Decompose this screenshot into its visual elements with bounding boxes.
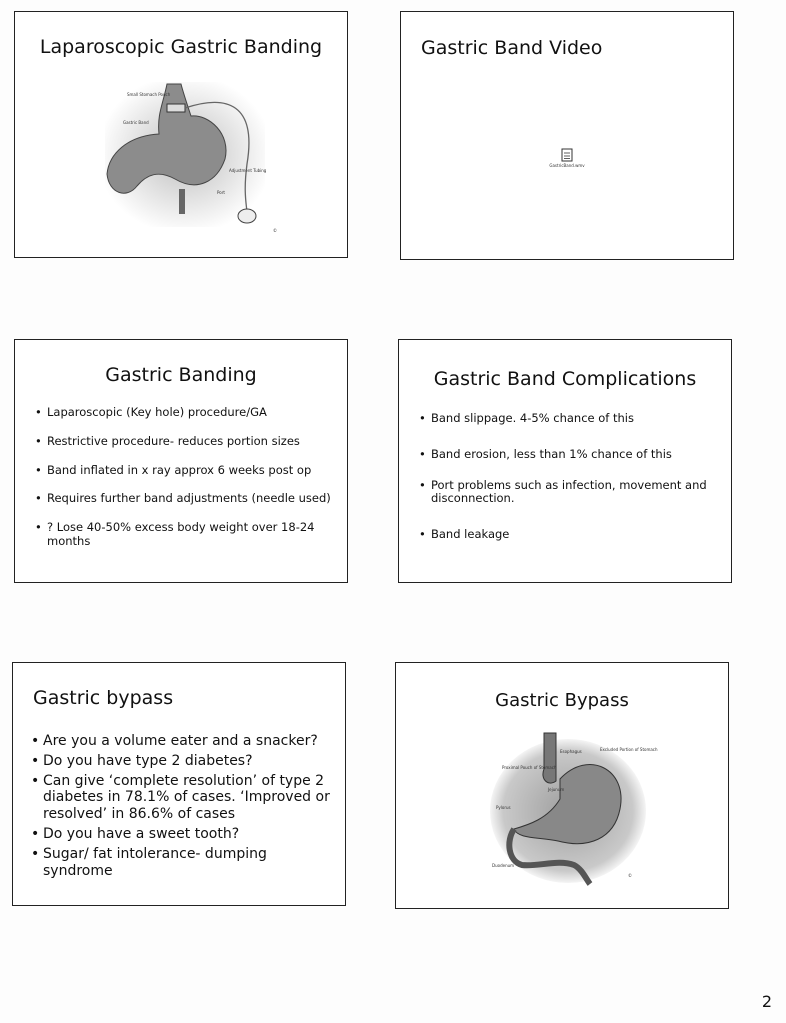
slide-gastric-banding xyxy=(14,339,348,583)
bullet-item: • Band slippage. 4-5% chance of this xyxy=(419,412,725,426)
bullet-item: • Band inflated in x ray approx 6 weeks post op xyxy=(35,464,335,478)
page-number: 2 xyxy=(761,992,772,1011)
gastric-band-illustration xyxy=(97,74,287,239)
label-jejunum: Jejunum xyxy=(548,787,565,792)
label-port: Port xyxy=(217,190,225,195)
bullet-item: • Do you have type 2 diabetes? xyxy=(31,753,331,770)
copyright-mark: © xyxy=(628,873,632,878)
label-pylorus: Pylorus xyxy=(496,805,511,810)
label-small-stomach-pouch: Small Stomach Pouch xyxy=(127,92,171,97)
bullet-item: • Band erosion, less than 1% chance of this xyxy=(419,448,725,462)
bullet-item: • Do you have a sweet tooth? xyxy=(31,826,331,843)
copyright-mark: © xyxy=(273,228,277,233)
label-proximal-pouch: Proximal Pouch of Stomach xyxy=(502,765,557,770)
slide-gastric-band-complications xyxy=(398,339,732,583)
label-excluded-portion: Excluded Portion of Stomach xyxy=(600,747,658,752)
bullet-list xyxy=(35,406,335,564)
bullet-item: • Band leakage xyxy=(419,528,725,542)
slide-gastric-bypass-diagram xyxy=(395,662,729,909)
bullet-item: • ? Lose 40-50% excess body weight over 18-24 months xyxy=(35,521,335,549)
bullet-item: • Restrictive procedure- reduces portion sizes xyxy=(35,435,335,449)
slide-title: Gastric Bypass xyxy=(495,690,629,711)
bullet-item: • Can give ‘complete resolution’ of type 2 diabetes in 78.1% of cases. ‘Improved or resolved’ in 86.6% of cases xyxy=(31,773,331,823)
bullet-list xyxy=(419,412,725,557)
bullet-item: • Port problems such as infection, movement and disconnection. xyxy=(419,479,725,507)
video-file-label: GastricBand.wmv xyxy=(549,163,585,168)
label-adjustment-tubing: Adjustment Tubing xyxy=(229,168,267,173)
slide-gastric-band-video xyxy=(400,11,734,260)
label-gastric-band: Gastric Band xyxy=(123,120,149,125)
bullet-item: • Sugar/ fat intolerance- dumping syndrome xyxy=(31,846,331,880)
slide-title: Gastric bypass xyxy=(33,687,174,709)
bullet-item: • Requires further band adjustments (needle used) xyxy=(35,492,335,506)
slide-gastric-bypass-questions xyxy=(12,662,346,906)
bullet-list xyxy=(31,733,331,882)
gastric-bypass-illustration xyxy=(478,729,658,889)
slide-title: Gastric Band Video xyxy=(421,37,603,59)
document-icon xyxy=(561,148,573,162)
slide-laparoscopic-gastric-banding xyxy=(14,11,348,258)
bullet-item: • Are you a volume eater and a snacker? xyxy=(31,733,331,750)
slide-title: Laparoscopic Gastric Banding xyxy=(39,36,323,58)
slide-title: Gastric Banding xyxy=(105,364,257,386)
slide-title: Gastric Band Complications xyxy=(433,368,697,390)
label-duodenum: Duodenum xyxy=(492,863,515,868)
bullet-item: • Laparoscopic (Key hole) procedure/GA xyxy=(35,406,335,420)
label-esophagus: Esophagus xyxy=(560,749,582,754)
